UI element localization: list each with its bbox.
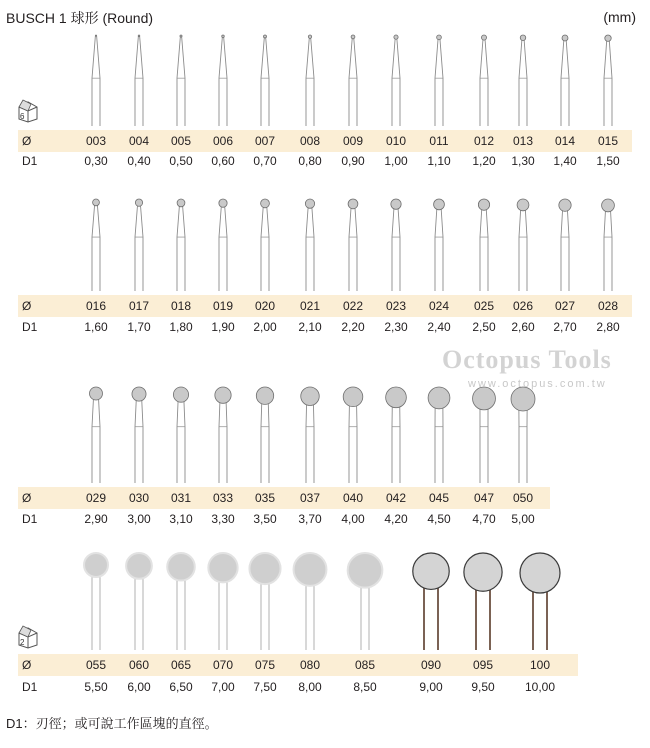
- d1-value: 3,10: [169, 512, 193, 526]
- size-code: 060: [128, 658, 150, 672]
- size-code: 016: [85, 299, 107, 313]
- size-code: 020: [254, 299, 276, 313]
- size-code: 006: [212, 134, 234, 148]
- size-code: 031: [170, 491, 192, 505]
- d1-value: 9,00: [419, 680, 443, 694]
- pack-count: 6: [20, 112, 25, 121]
- bur-drawing: [578, 178, 638, 311]
- size-code: 003: [85, 134, 107, 148]
- watermark-name: Octopus Tools: [442, 345, 612, 374]
- d1-value: 2,80: [596, 320, 620, 334]
- size-code: 008: [299, 134, 321, 148]
- page-title: BUSCH 1 球形 (Round): [6, 10, 154, 26]
- bur-drawing: [401, 532, 461, 670]
- d1-label: D1: [22, 154, 38, 168]
- size-code: 017: [128, 299, 150, 313]
- size-code: 024: [428, 299, 450, 313]
- d1-value: 2,60: [511, 320, 535, 334]
- diameter-label: Ø: [22, 299, 32, 313]
- d1-value: 1,90: [211, 320, 235, 334]
- size-code: 047: [473, 491, 495, 505]
- size-code: 019: [212, 299, 234, 313]
- size-code: 025: [473, 299, 495, 313]
- d1-value: 0,50: [169, 154, 193, 168]
- d1-value: 0,80: [298, 154, 322, 168]
- size-code: 065: [170, 658, 192, 672]
- bur-drawing: [335, 532, 395, 670]
- d1-value: 1,20: [472, 154, 496, 168]
- d1-label: D1: [22, 512, 38, 526]
- size-code: 027: [554, 299, 576, 313]
- size-code: 042: [385, 491, 407, 505]
- size-code: 014: [554, 134, 576, 148]
- d1-value: 8,00: [298, 680, 322, 694]
- size-code: 009: [342, 134, 364, 148]
- d1-value: 0,60: [211, 154, 235, 168]
- size-code: 011: [429, 134, 449, 148]
- d1-value: 2,50: [472, 320, 496, 334]
- size-code: 023: [385, 299, 407, 313]
- d1-value: 10,00: [524, 680, 556, 694]
- size-code: 040: [342, 491, 364, 505]
- pack-count: 2: [20, 638, 25, 647]
- d1-value: 7,00: [211, 680, 235, 694]
- bur-drawing: [510, 532, 570, 670]
- diameter-label: Ø: [22, 134, 32, 148]
- size-code: 022: [342, 299, 364, 313]
- d1-value: 6,00: [127, 680, 151, 694]
- d1-value: 2,00: [253, 320, 277, 334]
- size-code: 029: [85, 491, 107, 505]
- d1-value: 7,50: [253, 680, 277, 694]
- d1-value: 8,50: [353, 680, 377, 694]
- footnote: D1：刃徑；或可說工作區塊的直徑。: [6, 716, 218, 731]
- d1-value: 2,30: [384, 320, 408, 334]
- unit-label: (mm): [603, 9, 636, 25]
- bur-drawing: [578, 14, 638, 146]
- size-code: 018: [170, 299, 192, 313]
- d1-value: 1,70: [127, 320, 151, 334]
- d1-value: 2,10: [298, 320, 322, 334]
- d1-value: 4,20: [384, 512, 408, 526]
- d1-value: 4,50: [427, 512, 451, 526]
- d1-value: 2,90: [84, 512, 108, 526]
- d1-value: 2,20: [341, 320, 365, 334]
- size-code: 013: [512, 134, 534, 148]
- size-code: 095: [472, 658, 494, 672]
- d1-label: D1: [22, 680, 38, 694]
- d1-value: 1,80: [169, 320, 193, 334]
- d1-value: 1,10: [427, 154, 451, 168]
- d1-value: 3,00: [127, 512, 151, 526]
- size-code: 035: [254, 491, 276, 505]
- bur-drawing: [280, 532, 340, 670]
- size-code: 012: [473, 134, 495, 148]
- diameter-label: Ø: [22, 491, 32, 505]
- size-code: 010: [385, 134, 407, 148]
- size-code: 055: [85, 658, 107, 672]
- d1-value: 1,30: [511, 154, 535, 168]
- d1-value: 5,50: [84, 680, 108, 694]
- d1-value: 4,70: [472, 512, 496, 526]
- d1-value: 9,50: [471, 680, 495, 694]
- size-code: 007: [254, 134, 276, 148]
- size-code: 075: [254, 658, 276, 672]
- d1-value: 1,50: [596, 154, 620, 168]
- size-code: 021: [299, 299, 321, 313]
- d1-value: 2,40: [427, 320, 451, 334]
- size-code: 080: [299, 658, 321, 672]
- size-code: 004: [128, 134, 150, 148]
- d1-value: 0,30: [84, 154, 108, 168]
- size-code: 070: [212, 658, 234, 672]
- d1-value: 1,00: [384, 154, 408, 168]
- diameter-label: Ø: [22, 658, 32, 672]
- size-code: 015: [597, 134, 619, 148]
- size-code: 100: [529, 658, 551, 672]
- d1-value: 1,40: [553, 154, 577, 168]
- size-code: 090: [420, 658, 442, 672]
- size-code: 050: [512, 491, 534, 505]
- d1-value: 0,90: [341, 154, 365, 168]
- d1-value: 4,00: [341, 512, 365, 526]
- d1-label: D1: [22, 320, 38, 334]
- size-code: 005: [170, 134, 192, 148]
- size-code: 085: [354, 658, 376, 672]
- size-code: 037: [299, 491, 321, 505]
- d1-value: 6,50: [169, 680, 193, 694]
- box-icon: [17, 625, 39, 654]
- box-icon: [17, 99, 39, 128]
- size-code: 045: [428, 491, 450, 505]
- d1-value: 3,30: [211, 512, 235, 526]
- size-code: 033: [212, 491, 234, 505]
- d1-value: 1,60: [84, 320, 108, 334]
- d1-value: 5,00: [511, 512, 535, 526]
- d1-value: 3,70: [298, 512, 322, 526]
- d1-value: 0,70: [253, 154, 277, 168]
- size-code: 026: [512, 299, 534, 313]
- size-code: 030: [128, 491, 150, 505]
- size-code: 028: [597, 299, 619, 313]
- d1-value: 0,40: [127, 154, 151, 168]
- d1-value: 3,50: [253, 512, 277, 526]
- d1-value: 2,70: [553, 320, 577, 334]
- watermark-url: www.octopus.com.tw: [468, 378, 607, 390]
- bur-drawing: [453, 532, 513, 670]
